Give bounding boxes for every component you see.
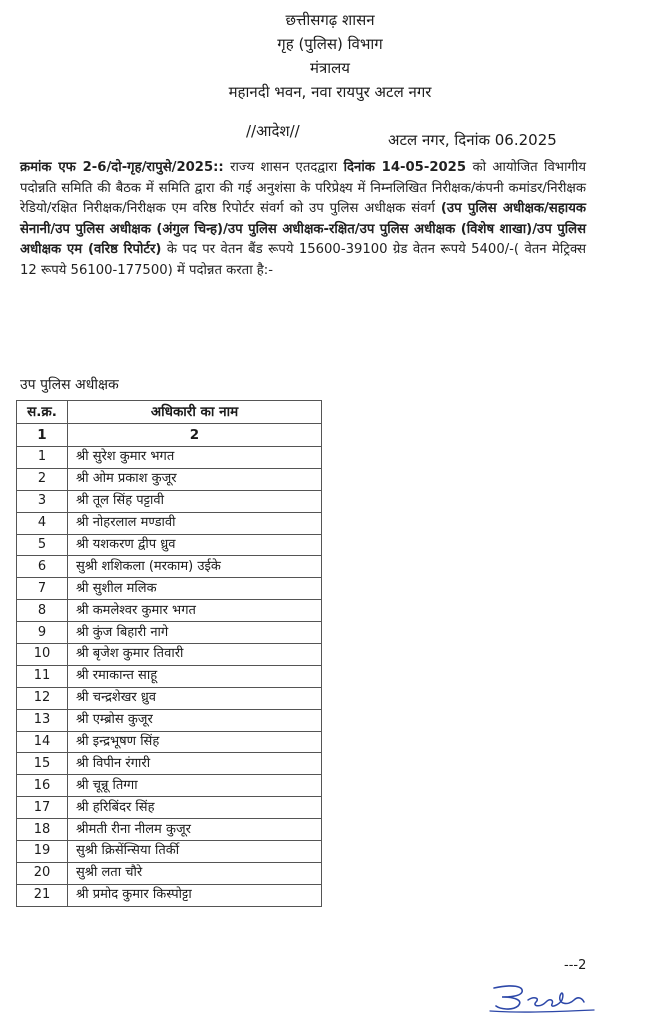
table-row (17, 644, 322, 666)
name-cell: श्री चून्नू तिग्गा (68, 775, 322, 797)
name-cell: सुश्री क्रिसेंन्सिया तिर्की (68, 841, 322, 863)
serial-cell: 14 (17, 731, 68, 753)
name-cell: श्री इन्द्रभूषण सिंह (68, 731, 322, 753)
header-address: महानदी भवन, नवा रायपुर अटल नगर (228, 83, 432, 101)
table-row (17, 841, 322, 863)
table-row (17, 622, 322, 644)
name-cell: श्री विपीन रंगारी (68, 753, 322, 775)
table-row (17, 731, 322, 753)
serial-cell: 21 (17, 884, 68, 906)
column-header-name: अधिकारी का नाम (68, 401, 322, 424)
serial-cell: 7 (17, 578, 68, 600)
name-cell: श्री सुरेश कुमार भगत (68, 447, 322, 469)
order-text-2: को आयोजित विभागीय पदोन्नति समिति की बैठक में समिति द्वारा की गई अनुशंसा के परिप्रेक्ष्य में निम्नलिखित निरीक्षक/कंपनी कमांडर/निरीक्षक रेडियो/रक्षित निरीक्षक/निरीक्षक एम वरिष्ठ रिपोर्टर संवर्ग को उप पुलिस अधीक्षक संवर्ग (20, 160, 586, 217)
table-header-row (17, 401, 322, 424)
name-cell: श्री एम्ब्रोस कुजूर (68, 709, 322, 731)
serial-cell: 1 (17, 447, 68, 469)
signature-image (488, 982, 598, 1016)
header-state: छत्तीसगढ़ शासन (285, 11, 375, 29)
column-number-2: 2 (68, 424, 322, 447)
table-row (17, 709, 322, 731)
header-department: गृह (पुलिस) विभाग (277, 35, 383, 53)
name-cell: श्री ओम प्रकाश कुजूर (68, 468, 322, 490)
name-cell: श्री यशकरण द्वीप ध्रुव (68, 534, 322, 556)
serial-cell: 10 (17, 644, 68, 666)
serial-cell: 8 (17, 600, 68, 622)
name-cell: श्री बृजेश कुमार तिवारी (68, 644, 322, 666)
name-cell: श्री सुशील मलिक (68, 578, 322, 600)
table-row (17, 753, 322, 775)
order-text-1: राज्य शासन एतदद्वारा (223, 160, 344, 175)
serial-cell: 17 (17, 797, 68, 819)
table-row (17, 490, 322, 512)
order-reference: क्रमांक एफ 2-6/दो-गृह/रापुसे/2025:: (20, 160, 224, 175)
name-cell: श्री कमलेश्वर कुमार भगत (68, 600, 322, 622)
table-row (17, 512, 322, 534)
table-row (17, 884, 322, 906)
name-cell: श्री कुंज बिहारी नागे (68, 622, 322, 644)
serial-cell: 13 (17, 709, 68, 731)
column-header-serial: स.क्र. (17, 401, 68, 424)
order-date: अटल नगर, दिनांक 06.2025 (388, 131, 557, 149)
name-cell: श्री प्रमोद कुमार किस्पोट्टा (68, 884, 322, 906)
name-cell: श्री रमाकान्त साहू (68, 665, 322, 687)
name-cell: श्री चन्द्रशेखर ध्रुव (68, 687, 322, 709)
serial-cell: 6 (17, 556, 68, 578)
column-number-1: 1 (17, 424, 68, 447)
table-row (17, 797, 322, 819)
serial-cell: 11 (17, 665, 68, 687)
name-cell: श्री हरिबिंदर सिंह (68, 797, 322, 819)
order-title: //आदेश// (246, 122, 300, 140)
name-cell: सुश्री लता चौरे (68, 862, 322, 884)
serial-cell: 15 (17, 753, 68, 775)
officers-table (16, 400, 322, 907)
table-subheader-row (17, 424, 322, 447)
serial-cell: 12 (17, 687, 68, 709)
table-row (17, 578, 322, 600)
table-row (17, 534, 322, 556)
table-row (17, 600, 322, 622)
table-row (17, 468, 322, 490)
table-row (17, 447, 322, 469)
table-row (17, 862, 322, 884)
serial-cell: 9 (17, 622, 68, 644)
post-list: (उप पुलिस अधीक्षक/सहायक सेनानी/उप पुलिस अधीक्षक (अंगुल चिन्ह)/उप पुलिस अधीक्षक-रक्षित/उप पुलिस अधीक्षक (विशेष शाखा)/उप पुलिस अधीक्षक एम (वरिष्ठ रिपोर्टर) (20, 201, 586, 258)
serial-cell: 4 (17, 512, 68, 534)
serial-cell: 16 (17, 775, 68, 797)
serial-cell: 18 (17, 819, 68, 841)
next-page-marker: ---2 (564, 958, 587, 973)
serial-cell: 20 (17, 862, 68, 884)
table-row (17, 556, 322, 578)
name-cell: सुश्री शशिकला (मरकाम) उईके (68, 556, 322, 578)
header-ministry: मंत्रालय (309, 59, 350, 77)
section-title: उप पुलिस अधीक्षक (20, 377, 119, 393)
serial-cell: 19 (17, 841, 68, 863)
serial-cell: 2 (17, 468, 68, 490)
table-row (17, 775, 322, 797)
serial-cell: 3 (17, 490, 68, 512)
meeting-date: दिनांक 14-05-2025 (343, 160, 467, 175)
name-cell: श्री नोहरलाल मण्डावी (68, 512, 322, 534)
name-cell: श्रीमती रीना नीलम कुजूर (68, 819, 322, 841)
serial-cell: 5 (17, 534, 68, 556)
table-row (17, 665, 322, 687)
name-cell: श्री तूल सिंह पट्टावी (68, 490, 322, 512)
order-text-3: के पद पर वेतन बैंड रूपये 15600-39100 ग्रेड वेतन रूपये 5400/-( वेतन मेट्रिक्स 12 रूपये 56100-177500) में पदोन्नत करता है:- (20, 242, 586, 278)
table-row (17, 687, 322, 709)
order-body (20, 158, 586, 282)
table-row (17, 819, 322, 841)
